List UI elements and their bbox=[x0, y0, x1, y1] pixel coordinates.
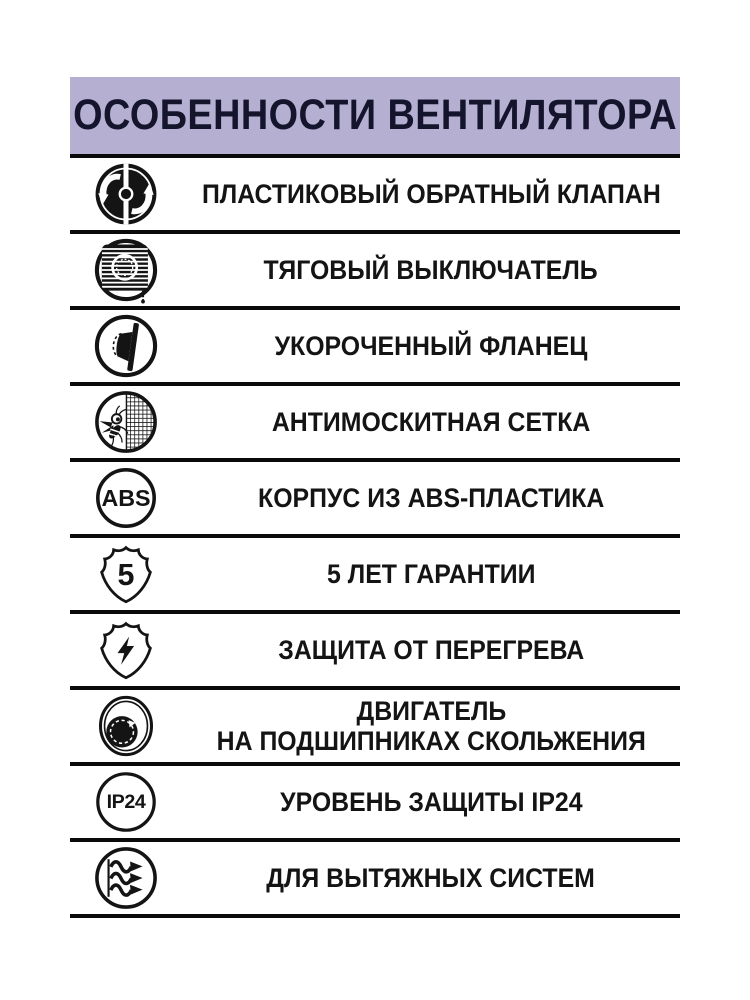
check-valve-icon bbox=[70, 160, 182, 228]
feature-label: АНТИМОСКИТНАЯ СЕТКА bbox=[271, 406, 591, 437]
feature-label-line1: ДВИГАТЕЛЬ bbox=[356, 695, 506, 726]
feature-label-line2: НА ПОДШИПНИКАХ СКОЛЬЖЕНИЯ bbox=[216, 726, 646, 756]
pull-switch-icon bbox=[70, 236, 182, 304]
feature-label: УРОВЕНЬ ЗАЩИТЫ IP24 bbox=[279, 786, 583, 817]
feature-row-exhaust bbox=[70, 842, 680, 918]
feature-row-overheat bbox=[70, 614, 680, 690]
warranty-shield-icon bbox=[70, 540, 182, 608]
page-title: ОСОБЕННОСТИ ВЕНТИЛЯТОРА bbox=[73, 91, 677, 139]
feature-row-check-valve bbox=[70, 158, 680, 234]
feature-label: ДЛЯ ВЫТЯЖНЫХ СИСТЕМ bbox=[266, 862, 596, 893]
feature-label: КОРПУС ИЗ ABS-ПЛАСТИКА bbox=[257, 482, 605, 513]
feature-label: УКОРОЧЕННЫЙ ФЛАНЕЦ bbox=[274, 330, 588, 361]
abs-icon-text: ABS bbox=[101, 485, 151, 511]
feature-label: ПЛАСТИКОВЫЙ ОБРАТНЫЙ КЛАПАН bbox=[201, 178, 661, 209]
exhaust-system-icon bbox=[70, 844, 182, 912]
abs-plastic-icon bbox=[70, 464, 182, 532]
motor-bearing-icon bbox=[70, 692, 182, 760]
ip24-icon-text: IP24 bbox=[106, 791, 146, 813]
feature-row-short-flange bbox=[70, 310, 680, 386]
feature-label: ТЯГОВЫЙ ВЫКЛЮЧАТЕЛЬ bbox=[263, 254, 599, 285]
mosquito-net-icon bbox=[70, 388, 182, 456]
feature-row-abs-plastic bbox=[70, 462, 680, 538]
feature-row-warranty bbox=[70, 538, 680, 614]
feature-row-motor-bearing bbox=[70, 690, 680, 766]
feature-row-pull-switch bbox=[70, 234, 680, 310]
feature-row-ip24 bbox=[70, 766, 680, 842]
feature-row-mosquito-net bbox=[70, 386, 680, 462]
warranty-icon-text: 5 bbox=[117, 557, 135, 592]
header bbox=[70, 77, 680, 158]
feature-label: 5 ЛЕТ ГАРАНТИИ bbox=[326, 558, 536, 589]
ip24-icon bbox=[70, 768, 182, 836]
feature-sheet bbox=[70, 77, 680, 918]
short-flange-icon bbox=[70, 312, 182, 380]
feature-label: ЗАЩИТА ОТ ПЕРЕГРЕВА bbox=[278, 634, 584, 665]
overheat-shield-icon bbox=[70, 616, 182, 684]
